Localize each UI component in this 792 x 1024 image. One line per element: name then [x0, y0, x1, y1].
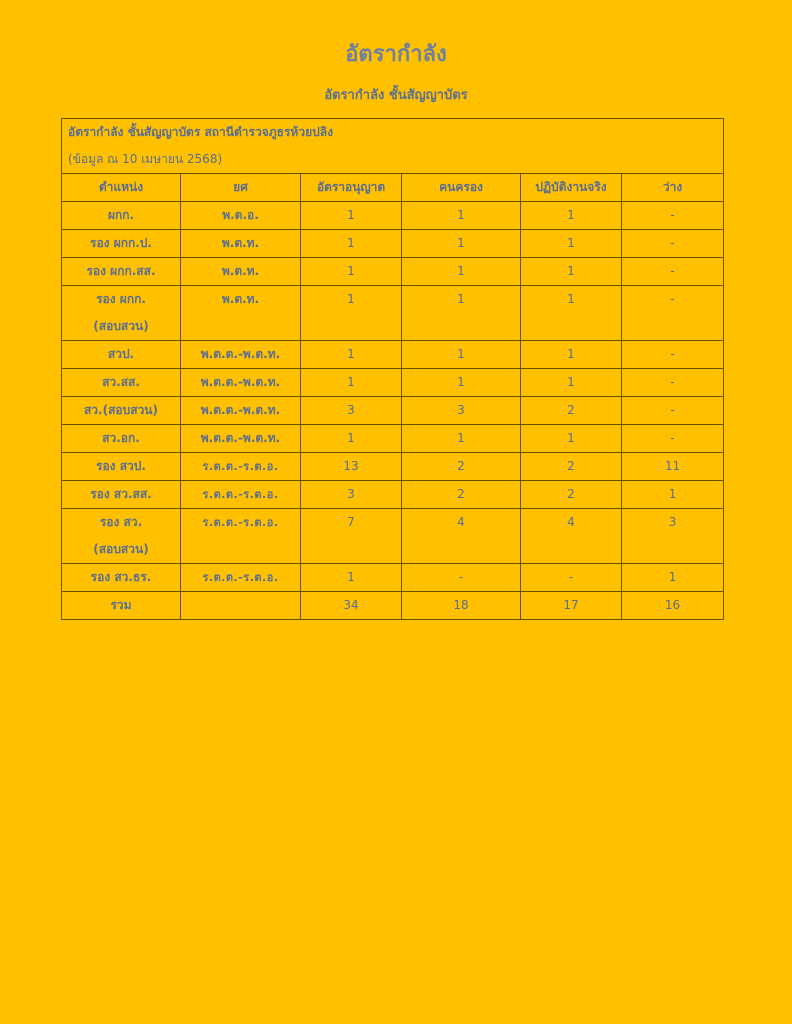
header-position: ตำแหน่ง: [62, 174, 181, 202]
table-header-row: [62, 174, 724, 202]
cell-actual: 1: [521, 369, 622, 397]
cell-vacant: -: [622, 230, 724, 258]
cell-position: รอง สวป.: [62, 453, 181, 481]
cell-occupied: 4: [402, 509, 521, 564]
cell-authorized: 1: [301, 341, 402, 369]
cell-actual: 1: [521, 286, 622, 341]
header-actual: ปฏิบัติงานจริง: [521, 174, 622, 202]
table-row: [62, 341, 724, 369]
cell-authorized: 1: [301, 369, 402, 397]
cell-actual: 2: [521, 453, 622, 481]
table-row: [62, 230, 724, 258]
cell-occupied: 1: [402, 369, 521, 397]
cell-vacant: 11: [622, 453, 724, 481]
cell-total-actual: 17: [521, 592, 622, 620]
cell-rank: ร.ต.ต.-ร.ต.อ.: [181, 509, 301, 564]
cell-rank: ร.ต.ต.-ร.ต.อ.: [181, 453, 301, 481]
cell-vacant: 1: [622, 564, 724, 592]
cell-authorized: 3: [301, 397, 402, 425]
table-row: [62, 425, 724, 453]
cell-authorized: 3: [301, 481, 402, 509]
cell-authorized: 1: [301, 425, 402, 453]
cell-occupied: -: [402, 564, 521, 592]
table-row: [62, 481, 724, 509]
table-caption: [62, 119, 724, 174]
cell-position: รอง สว.ธร.: [62, 564, 181, 592]
cell-position: [62, 509, 181, 564]
cell-actual: 1: [521, 425, 622, 453]
cell-occupied: 1: [402, 202, 521, 230]
header-authorized: อัตราอนุญาต: [301, 174, 402, 202]
cell-occupied: 1: [402, 341, 521, 369]
cell-vacant: -: [622, 286, 724, 341]
cell-rank: พ.ต.ท.: [181, 286, 301, 341]
cell-actual: 4: [521, 509, 622, 564]
cell-vacant: -: [622, 369, 724, 397]
cell-actual: -: [521, 564, 622, 592]
cell-position-line1: รอง สว.: [99, 515, 143, 529]
header-occupied: คนครอง: [402, 174, 521, 202]
cell-actual: 1: [521, 202, 622, 230]
table-row: [62, 509, 724, 564]
table-row: [62, 453, 724, 481]
cell-position: รอง ผกก.สส.: [62, 258, 181, 286]
cell-occupied: 1: [402, 286, 521, 341]
cell-rank: พ.ต.อ.: [181, 202, 301, 230]
table-row: [62, 369, 724, 397]
table-caption-row: [62, 119, 724, 174]
table-row: [62, 564, 724, 592]
header-vacant: ว่าง: [622, 174, 724, 202]
cell-rank: พ.ต.ต.-พ.ต.ท.: [181, 369, 301, 397]
cell-position-line2: (สอบสวน): [93, 319, 149, 333]
cell-actual: 2: [521, 397, 622, 425]
cell-authorized: 1: [301, 286, 402, 341]
cell-vacant: 1: [622, 481, 724, 509]
cell-rank: พ.ต.ท.: [181, 230, 301, 258]
cell-rank: พ.ต.ต.-พ.ต.ท.: [181, 341, 301, 369]
cell-position-line1: รอง ผกก.: [96, 292, 146, 306]
cell-rank: พ.ต.ต.-พ.ต.ท.: [181, 397, 301, 425]
cell-position: ผกก.: [62, 202, 181, 230]
table-caption-title: อัตรากำลัง ชั้นสัญญาบัตร สถานีตำรวจภูธรห้วยปลิง: [68, 125, 333, 139]
cell-occupied: 2: [402, 453, 521, 481]
cell-actual: 1: [521, 230, 622, 258]
cell-total-authorized: 34: [301, 592, 402, 620]
cell-position: สว.อก.: [62, 425, 181, 453]
cell-total-occupied: 18: [402, 592, 521, 620]
cell-total-label: รวม: [62, 592, 181, 620]
table-row: [62, 286, 724, 341]
cell-authorized: 1: [301, 230, 402, 258]
cell-occupied: 1: [402, 425, 521, 453]
cell-authorized: 1: [301, 258, 402, 286]
cell-occupied: 1: [402, 230, 521, 258]
cell-actual: 1: [521, 341, 622, 369]
cell-actual: 2: [521, 481, 622, 509]
cell-authorized: 7: [301, 509, 402, 564]
cell-total-rank: [181, 592, 301, 620]
cell-position: [62, 286, 181, 341]
cell-rank: พ.ต.ท.: [181, 258, 301, 286]
cell-position: รอง ผกก.ป.: [62, 230, 181, 258]
cell-vacant: -: [622, 425, 724, 453]
cell-position-line2: (สอบสวน): [93, 542, 149, 556]
cell-authorized: 1: [301, 202, 402, 230]
cell-authorized: 13: [301, 453, 402, 481]
cell-occupied: 1: [402, 258, 521, 286]
cell-vacant: -: [622, 397, 724, 425]
cell-rank: ร.ต.ต.-ร.ต.อ.: [181, 564, 301, 592]
cell-vacant: 3: [622, 509, 724, 564]
cell-position: สว.(สอบสวน): [62, 397, 181, 425]
cell-total-vacant: 16: [622, 592, 724, 620]
cell-position: รอง สว.สส.: [62, 481, 181, 509]
cell-occupied: 2: [402, 481, 521, 509]
cell-authorized: 1: [301, 564, 402, 592]
cell-position: สว.สส.: [62, 369, 181, 397]
cell-vacant: -: [622, 341, 724, 369]
staffing-table: [61, 118, 724, 620]
table-total-row: [62, 592, 724, 620]
cell-rank: พ.ต.ต.-พ.ต.ท.: [181, 425, 301, 453]
page-title: อัตรากำลัง: [345, 42, 447, 67]
table-caption-date: (ข้อมูล ณ 10 เมษายน 2568): [68, 152, 223, 166]
page-subtitle: อัตรากำลัง ชั้นสัญญาบัตร: [324, 88, 468, 103]
cell-occupied: 3: [402, 397, 521, 425]
table-row: [62, 258, 724, 286]
cell-rank: ร.ต.ต.-ร.ต.อ.: [181, 481, 301, 509]
cell-position: สวป.: [62, 341, 181, 369]
header-rank: ยศ: [181, 174, 301, 202]
table-row: [62, 202, 724, 230]
cell-actual: 1: [521, 258, 622, 286]
cell-vacant: -: [622, 258, 724, 286]
table-body: [62, 202, 724, 620]
cell-vacant: -: [622, 202, 724, 230]
table-row: [62, 397, 724, 425]
